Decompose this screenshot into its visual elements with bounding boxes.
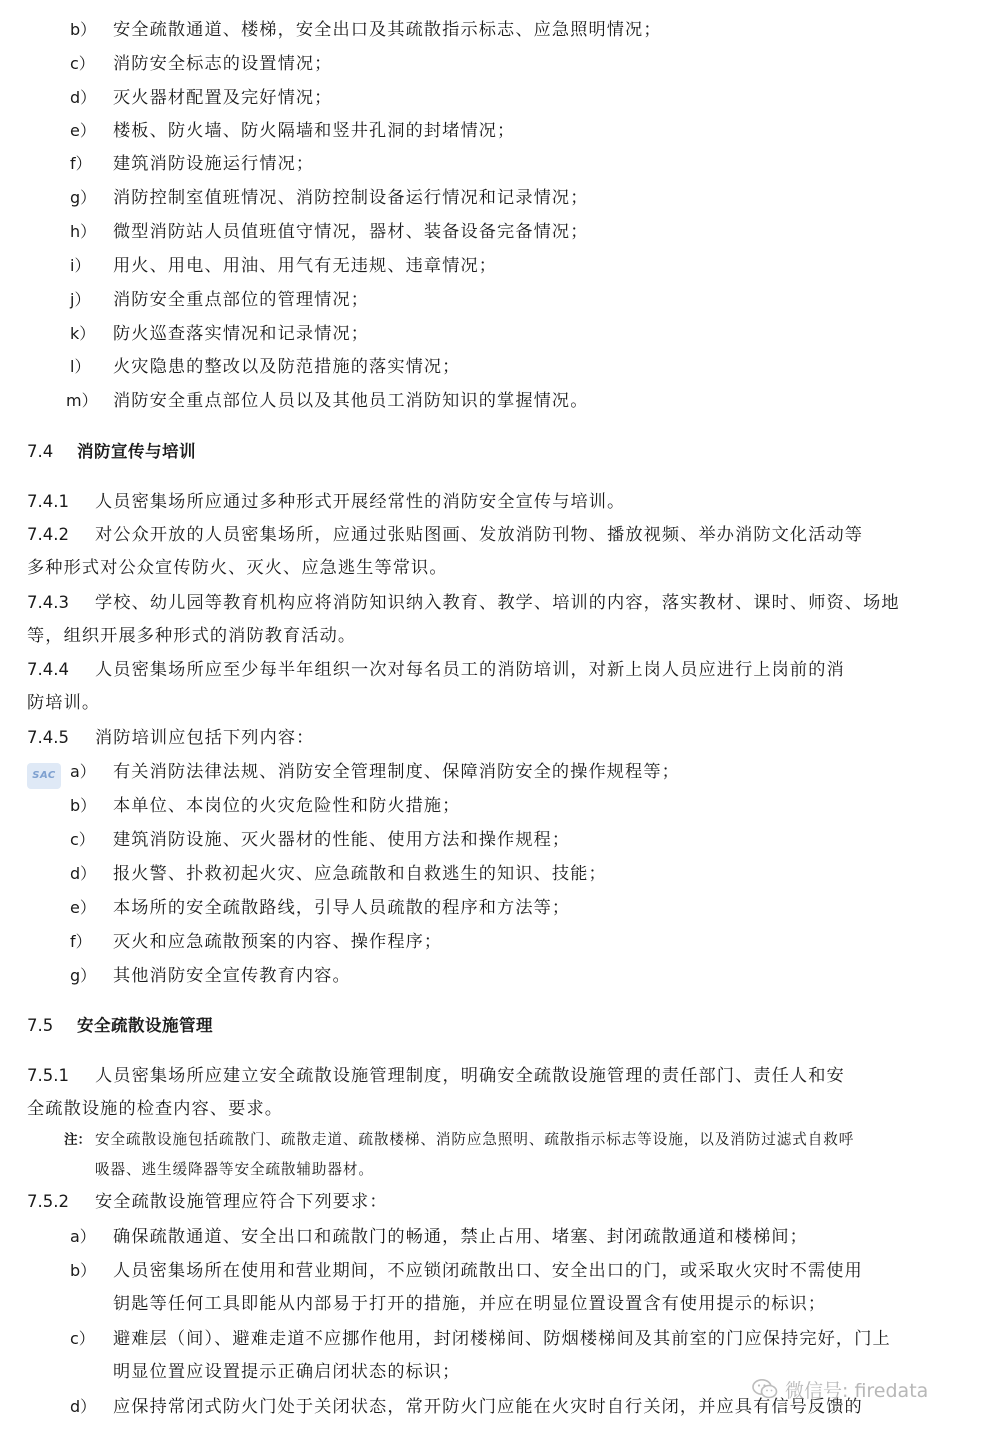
clause-text: 人员密集场所应至少每半年组织一次对每名员工的消防培训，对新上岗人员应进行上岗前的消 (95, 660, 845, 680)
list-item: 灭火器材配置及完好情况； (113, 88, 333, 108)
list-item-label: g） (70, 188, 97, 207)
list-item-label: a） (70, 762, 96, 781)
clause-text: 等，组织开展多种形式的消防教育活动。 (27, 626, 357, 646)
clause-text: 消防培训应包括下列内容： (95, 728, 315, 748)
list-item: 火灾隐患的整改以及防范措施的落实情况； (113, 357, 461, 377)
clause-text: 人员密集场所应通过多种形式开展经常性的消防安全宣传与培训。 (95, 492, 626, 512)
section-number: 7.4 (27, 442, 54, 461)
list-item: 应保持常闭式防火门处于关闭状态，常开防火门应能在火灾时自行关闭，并应具有信号反馈的 (113, 1397, 863, 1417)
clause-number: 7.4.5 (27, 728, 69, 747)
list-item-label: d） (70, 864, 97, 883)
list-item: 确保疏散通道、安全出口和疏散门的畅通，禁止占用、堵塞、封闭疏散通道和楼梯间； (113, 1227, 808, 1247)
list-item: 消防安全重点部位的管理情况； (113, 290, 370, 310)
clause-text: 防培训。 (27, 693, 101, 713)
list-item: 有关消防法律法规、消防安全管理制度、保障消防安全的操作规程等； (113, 762, 680, 782)
section-title: 消防宣传与培训 (77, 442, 196, 461)
list-item-label: i） (70, 256, 91, 275)
list-item-label: b） (70, 20, 97, 39)
section-number: 7.5 (27, 1016, 54, 1035)
list-item-label: a） (70, 1227, 96, 1246)
clause-number: 7.4.4 (27, 660, 69, 679)
list-item-label: g） (70, 966, 97, 985)
watermark (752, 1376, 928, 1402)
watermark-text: 微信号: firedata (785, 1379, 929, 1402)
clause-number: 7.4.1 (27, 492, 69, 511)
list-item: 人员密集场所在使用和营业期间，不应锁闭疏散出口、安全出口的门，或采取火灾时不需使用 (113, 1261, 863, 1281)
list-item: 楼板、防火墙、防火隔墙和竖井孔洞的封堵情况； (113, 121, 516, 141)
list-item: 报火警、扑救初起火灾、应急疏散和自救逃生的知识、技能； (113, 864, 607, 884)
list-item-label: d） (70, 88, 97, 107)
note-label: 注： (64, 1132, 91, 1148)
clause-number: 7.5.1 (27, 1066, 69, 1085)
list-item-label: e） (70, 121, 96, 140)
list-item-label: c） (70, 830, 95, 849)
list-item-label: h） (70, 222, 97, 241)
wechat-icon (752, 1378, 778, 1400)
list-item-label: m） (66, 391, 98, 410)
list-item: 本单位、本岗位的火灾危险性和防火措施； (113, 796, 461, 816)
clause-text: 多种形式对公众宣传防火、灭火、应急逃生等常识。 (27, 558, 448, 578)
list-item: 消防安全标志的设置情况； (113, 54, 333, 74)
list-item: 消防控制室值班情况、消防控制设备运行情况和记录情况； (113, 188, 589, 208)
list-item: 安全疏散通道、楼梯，安全出口及其疏散指示标志、应急照明情况； (113, 20, 662, 40)
list-item: 钥匙等任何工具即能从内部易于打开的措施，并应在明显位置设置含有使用提示的标识； (113, 1294, 827, 1314)
list-item-label: k） (70, 324, 96, 343)
clause-text: 对公众开放的人员密集场所，应通过张贴图画、发放消防刊物、播放视频、举办消防文化活动等 (95, 525, 864, 545)
note-text: 安全疏散设施包括疏散门、疏散走道、疏散楼梯、消防应急照明、疏散指示标志等设施，以及消防过滤式自救呼 (95, 1131, 855, 1148)
list-item: 建筑消防设施、灭火器材的性能、使用方法和操作规程； (113, 830, 571, 850)
clause-number: 7.5.2 (27, 1192, 69, 1211)
list-item-label: c） (70, 54, 95, 73)
list-item-label: b） (70, 796, 97, 815)
list-item: 消防安全重点部位人员以及其他员工消防知识的掌握情况。 (113, 391, 589, 411)
list-item-label: f） (70, 154, 92, 173)
list-item: 避难层（间）、避难走道不应挪作他用，封闭楼梯间、防烟楼梯间及其前室的门应保持完好，门上 (113, 1329, 891, 1349)
list-item-label: e） (70, 898, 96, 917)
list-item-label: l） (70, 357, 91, 376)
clause-text: 全疏散设施的检查内容、要求。 (27, 1099, 284, 1119)
list-item: 建筑消防设施运行情况； (113, 154, 315, 174)
list-item-label: f） (70, 932, 92, 951)
list-item-label: d） (70, 1397, 97, 1416)
list-item: 明显位置应设置提示正确启闭状态的标识； (113, 1362, 461, 1382)
clause-number: 7.4.3 (27, 593, 69, 612)
clause-text: 人员密集场所应建立安全疏散设施管理制度，明确安全疏散设施管理的责任部门、责任人和安 (95, 1066, 845, 1086)
list-item-label: j） (70, 290, 91, 309)
list-item: 防火巡查落实情况和记录情况； (113, 324, 370, 344)
note-text: 吸器、逃生缓降器等安全疏散辅助器材。 (95, 1161, 374, 1178)
clause-number: 7.4.2 (27, 525, 69, 544)
list-item: 其他消防安全宣传教育内容。 (113, 966, 351, 986)
list-item: 用火、用电、用油、用气有无违规、违章情况； (113, 256, 498, 276)
list-item: 灭火和应急疏散预案的内容、操作程序； (113, 932, 443, 952)
clause-text: 安全疏散设施管理应符合下列要求： (95, 1192, 388, 1212)
list-item-label: b） (70, 1261, 97, 1280)
list-item: 微型消防站人员值班值守情况，器材、装备设备完备情况； (113, 222, 589, 242)
list-item: 本场所的安全疏散路线，引导人员疏散的程序和方法等； (113, 898, 571, 918)
clause-text: 学校、幼儿园等教育机构应将消防知识纳入教育、教学、培训的内容，落实教材、课时、师资、场地 (95, 593, 900, 613)
section-title: 安全疏散设施管理 (77, 1016, 213, 1035)
list-item-label: c） (70, 1329, 95, 1348)
sac-stamp-icon: SAC (27, 763, 61, 789)
